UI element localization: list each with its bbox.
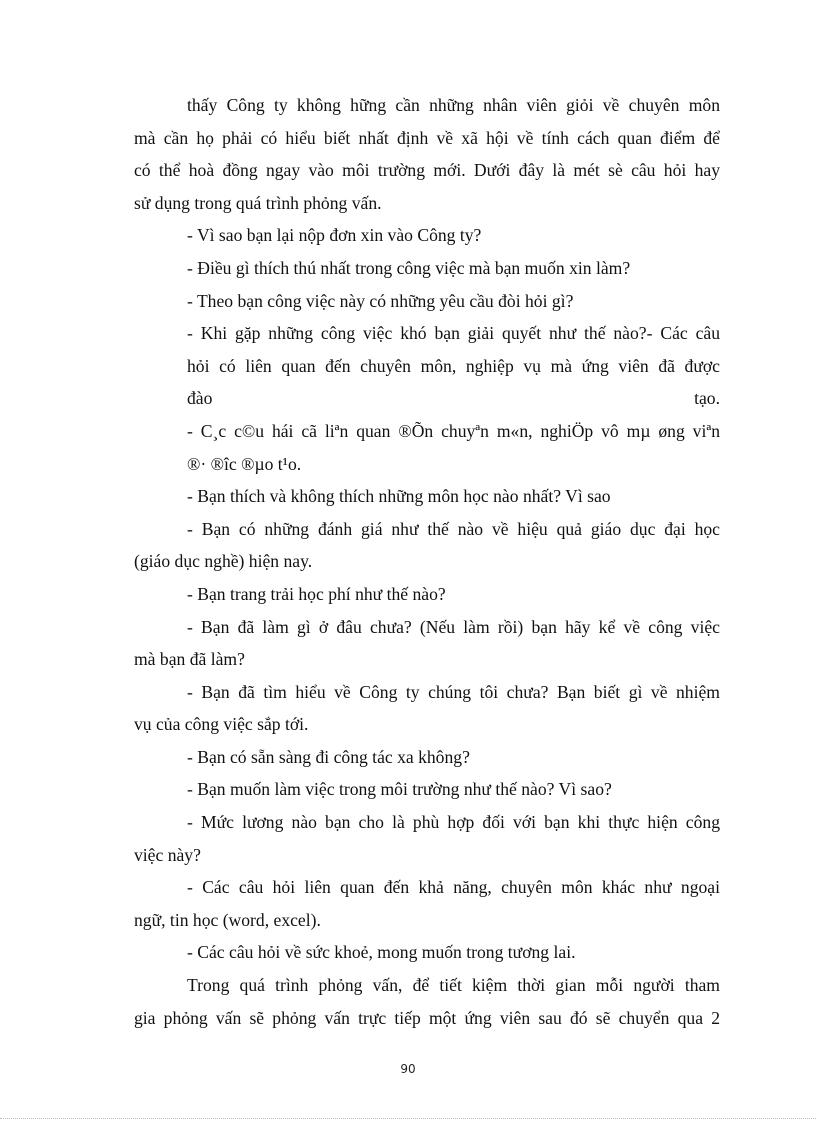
text-line-5: - Vì sao bạn lại nộp đơn xin vào Công ty? [187,225,482,246]
text-line-16: - Bạn trang trải học phí như thế nào? [187,583,446,604]
text-line-19: - Bạn đã tìm hiểu về Công ty chúng tôi chưa? Bạn biết gì về nhiệm [187,681,720,702]
text-line-23: - Mức lương nào bạn cho là phù hợp đối với bạn khi thực hiện công [187,812,720,833]
text-line-26: ngữ, tin học (word, excel). [134,909,321,930]
text-line-21: - Bạn có sẵn sàng đi công tác xa không? [187,746,470,767]
text-line-18: mà bạn đã làm? [134,649,245,670]
text-line-17: - Bạn đã làm gì ở đâu chưa? (Nếu làm rồi) bạn hãy kể về công việc [187,616,720,637]
footer-divider [0,1118,816,1119]
text-line-11: - C¸c c©u hái cã liªn quan ®Õn chuyªn m«n, nghiÖp vô mµ øng viªn [187,420,720,441]
document-body [134,89,720,1034]
text-line-4: sử dụng trong quá trình phỏng vấn. [134,192,382,213]
text-line-7: - Theo bạn công việc này có những yêu cầu đòi hỏi gì? [187,290,574,311]
text-line-1: thấy Công ty không hững cần những nhân viên giỏi về chuyên môn [187,95,720,115]
text-line-2: mà cần họ phải có hiểu biết nhất định về xã hội về tính cách quan điểm để [134,127,720,148]
text-line-6: - Điều gì thích thú nhất trong công việc mà bạn muốn xin làm? [187,257,631,278]
text-line-8: - Khi gặp những công việc khó bạn giải quyết như thế nào?- Các câu [187,323,720,344]
text-line-13: - Bạn thích và không thích những môn học nào nhất? Vì sao [187,486,611,507]
text-line-28: Trong quá trình phỏng vấn, để tiết kiệm thời gian mỗi người tham [187,975,720,996]
text-line-20: vụ của công việc sắp tới. [134,714,309,735]
text-line-22: - Bạn muốn làm việc trong môi trường như thế nào? Vì sao? [187,779,612,800]
text-line-3: có thể hoà đồng ngay vào môi trường mới. Dưới đây là mét sè câu hỏi hay [134,160,720,181]
text-line-24: việc này? [134,844,201,865]
text-line-25: - Các câu hỏi liên quan đến khả năng, chuyên môn khác như ngoại [187,877,720,898]
text-line-10: đào tạo. [187,388,720,409]
text-line-14: - Bạn có những đánh giá như thế nào về hiệu quả giáo dục đại học [187,518,720,539]
text-line-12: ®· ®îc ®µo t¹o. [187,453,302,474]
text-line-9: hỏi có liên quan đến chuyên môn, nghiệp vụ mà ứng viên đã được [187,355,720,376]
text-line-29: gia phỏng vấn sẽ phỏng vấn trực tiếp một ứng viên sau đó sẽ chuyển qua 2 [134,1007,720,1028]
text-line-27: - Các câu hỏi về sức khoẻ, mong muốn trong tương lai. [187,942,576,963]
page-number: 90 [400,1062,416,1076]
text-line-15: (giáo dục nghề) hiện nay. [134,551,313,572]
